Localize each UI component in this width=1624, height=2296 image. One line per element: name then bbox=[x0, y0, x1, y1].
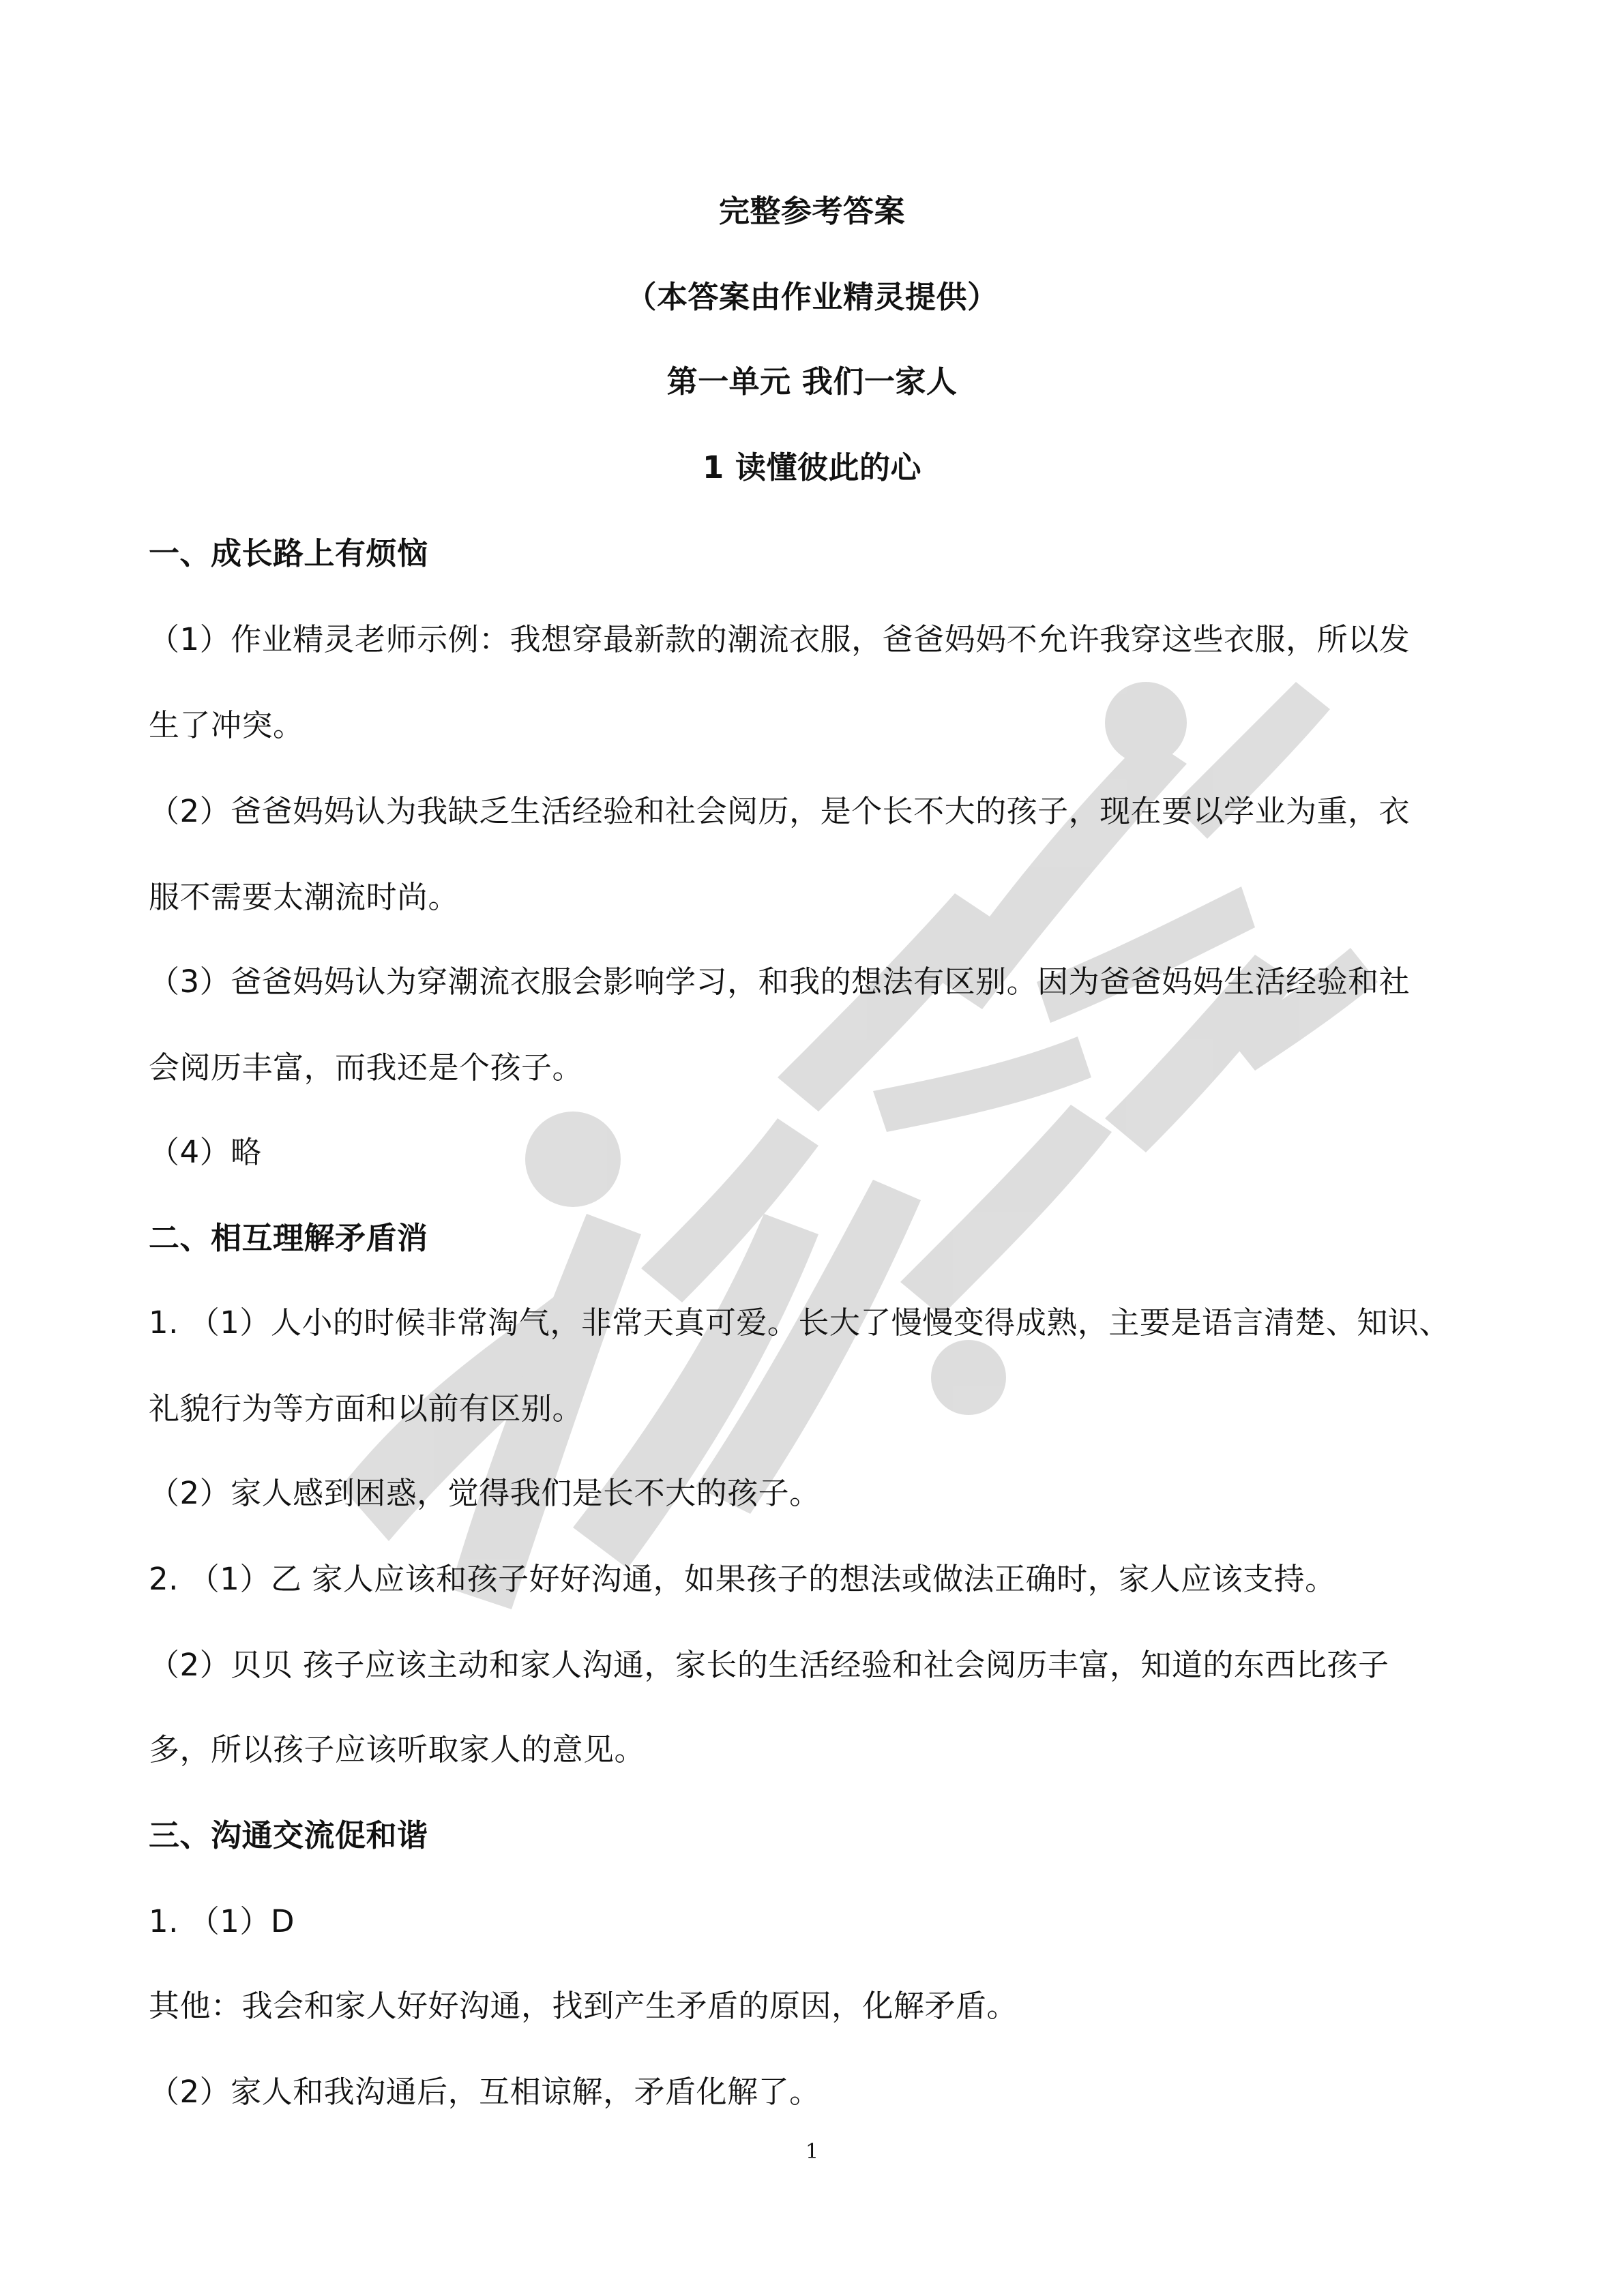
answer-line: （4）略 bbox=[149, 1134, 262, 1170]
answer-line: （2）贝贝 孩子应该主动和家人沟通，家长的生活经验和社会阅历丰富，知道的东西比孩子 bbox=[149, 1647, 1389, 1683]
answer-line: 生了冲突。 bbox=[149, 707, 304, 743]
answer-line: （2）家人感到困惑，觉得我们是长不大的孩子。 bbox=[149, 1475, 821, 1511]
answer-line: 多，所以孩子应该听取家人的意见。 bbox=[149, 1731, 646, 1768]
document-title: 完整参考答案 bbox=[718, 193, 905, 229]
answer-line: 会阅历丰富，而我还是个孩子。 bbox=[149, 1049, 584, 1086]
answer-line: （3）爸爸妈妈认为穿潮流衣服会影响学习，和我的想法有区别。因为爸爸妈妈生活经验和社 bbox=[149, 964, 1411, 1000]
answer-line: （1）作业精灵老师示例：我想穿最新款的潮流衣服，爸爸妈妈不允许我穿这些衣服，所以发 bbox=[149, 621, 1411, 657]
section-heading: 一、成长路上有烦恼 bbox=[149, 535, 428, 571]
document-subtitle: （本答案由作业精灵提供） bbox=[625, 279, 999, 315]
answer-line: 服不需要太潮流时尚。 bbox=[149, 879, 460, 915]
lesson-title: 1 读懂彼此的心 bbox=[703, 449, 921, 486]
answer-line: 2. （1）乙 家人应该和孩子好好沟通，如果孩子的想法或做法正确时，家人应该支持。 bbox=[149, 1561, 1336, 1597]
answer-line: 其他：我会和家人好好沟通，找到产生矛盾的原因，化解矛盾。 bbox=[149, 1988, 1018, 2024]
unit-title: 第一单元 我们一家人 bbox=[666, 363, 958, 400]
answer-line: 1. （1）D bbox=[149, 1903, 295, 1939]
answer-line: 1. （1）人小的时候非常淘气，非常天真可爱。长大了慢慢变得成熟，主要是语言清楚、知识、 bbox=[149, 1304, 1450, 1341]
page-number: 1 bbox=[805, 2140, 819, 2164]
answer-line: （2）爸爸妈妈认为我缺乏生活经验和社会阅历，是个长不大的孩子，现在要以学业为重，衣 bbox=[149, 793, 1411, 829]
answer-line: 礼貌行为等方面和以前有区别。 bbox=[149, 1390, 584, 1427]
section-heading: 二、相互理解矛盾消 bbox=[149, 1220, 428, 1256]
section-heading: 三、沟通交流促和谐 bbox=[149, 1817, 428, 1853]
answer-line: （2）家人和我沟通后，互相谅解，矛盾化解了。 bbox=[149, 2074, 821, 2110]
